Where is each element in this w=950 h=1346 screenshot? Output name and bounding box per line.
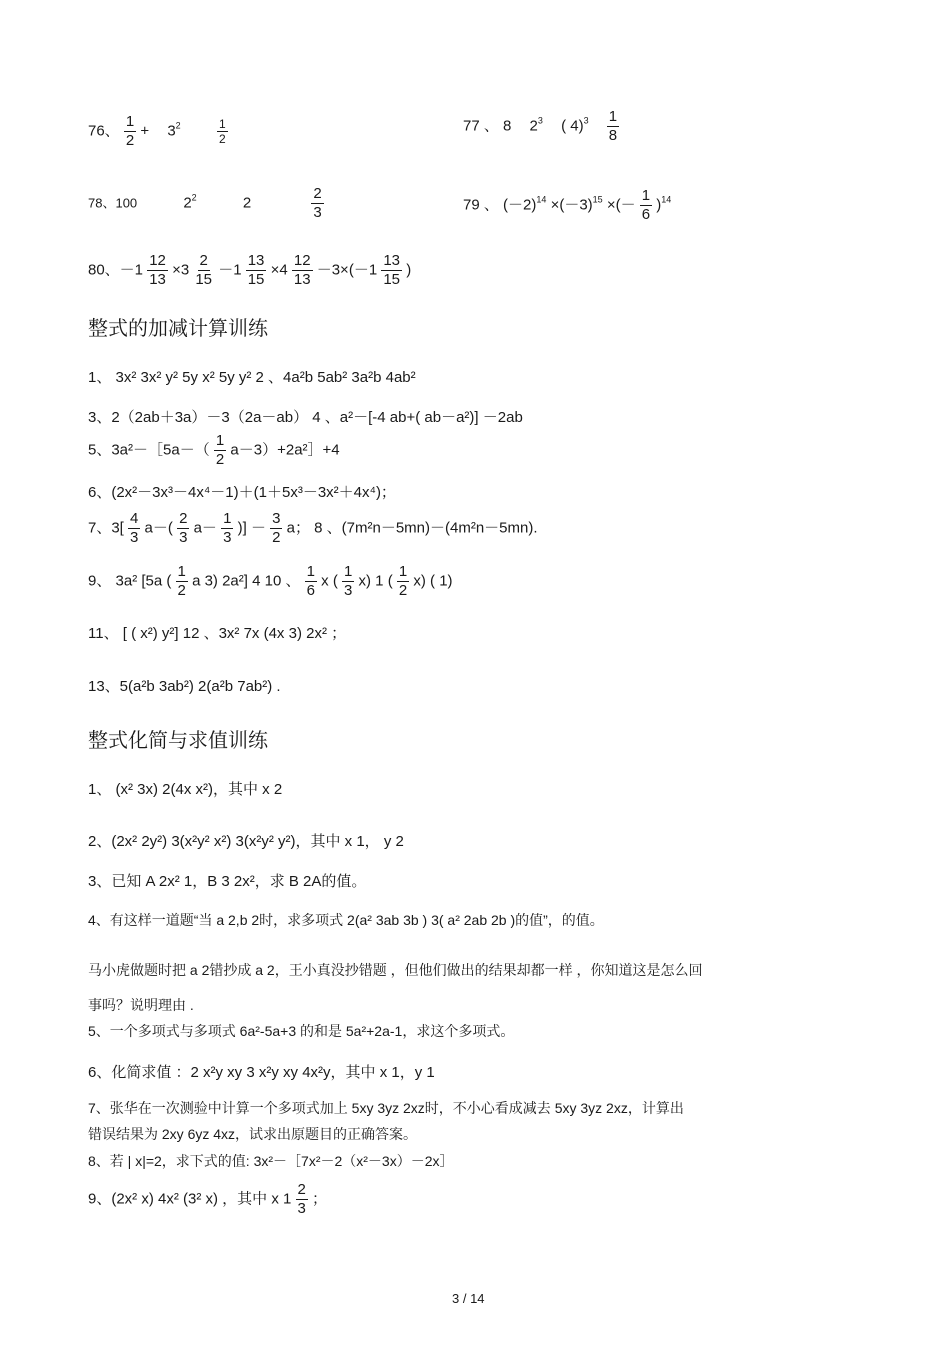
fraction: $\frac{1}{8}$	[608, 108, 618, 144]
question-7-line-2: 错误结果为 2xy 6yz 4xz，试求出原题目的正确答案。	[88, 1126, 418, 1142]
question-5: 5、一个多项式与多项式 6a²-5a+3 的和是 5a²+2a-1，求这个多项式。	[88, 1023, 515, 1039]
fraction: $\frac{1}{6}$	[641, 187, 651, 223]
problem-79: 79 、 $(-2)^{14} \times(-3)^{15}$ ×(－ $\frac{1}{6}$ )$^{14}$	[463, 187, 672, 223]
exercise-row-3: 3、2（2ab＋3a）－3（2a－ab） 4 、a²－[-4 ab+( ab－a²)] －2ab	[88, 409, 523, 426]
fraction: $\frac{1}{2}$	[125, 113, 135, 149]
exercise-row-1: 1、 3x² 3x² y² 5y x² 5y y² 2 、4a²b 5ab² 3a²b 4ab²	[88, 369, 416, 386]
problem-78: 78、100 $2^2$ 2 $\frac{2}{3}$	[88, 185, 322, 221]
question-2: 2、(2x² 2y²) 3(x²y² x²) 3(x²y² y²)，其中 x 1， y 2	[88, 833, 404, 850]
question-4: 4、有这样一道题“当 a 2,b 2时，求多项式 2(a² 3ab 3b ) 3( a² 2ab 2b )的值”，的值。	[88, 912, 604, 928]
question-7: 7、张华在一次测验中计算一个多项式加上 5xy 3yz 2xz时，不小心看成减去 5xy 3yz 2xz，计算出	[88, 1100, 684, 1116]
problem-76: 76、 $\frac{1}{2}$ + $3^2$ $\frac{1}{2}$	[88, 113, 226, 149]
fraction: $\frac{1}{2}$	[219, 117, 226, 146]
question-9: 9、(2x² x) 4x² (3² x) ，其中 x 1 $\frac{2}{3}$ ；	[88, 1181, 328, 1217]
fraction: $\frac{2}{3}$	[313, 185, 322, 221]
problem-77: 77 、 8 $2^3$ ( 4)$^3$ $\frac{1}{8}$	[463, 108, 618, 144]
question-1: 1、 (x² 3x) 2(4x x²)，其中 x 2	[88, 781, 283, 798]
question-4-line-2: 马小虎做题时把 a 2错抄成 a 2，王小真没抄错题 ，但他们做出的结果却都一样 ，你知道这是怎么回	[88, 962, 703, 978]
exercise-row-7: 7、3[ $\frac{4}{3}$ a－( $\frac{2}{3}$ a－ $\frac{1}{3}$ )] － $\frac{3}{2}$ a； 8 、(7m²n－5mn)－(4m²n－5mn).	[88, 510, 538, 546]
exercise-row-13: 13、5(a²b 3ab²) 2(a²b 7ab²) .	[88, 678, 281, 695]
exercise-row-9: 9、 3a² [5a ( $\frac{1}{2}$ a 3) 2a²] 4 10 、 $\frac{1}{6}$ x ( $\frac{1}{3}$ x) 1 ( $\frac{1}{2}$ x) ( 1)	[88, 563, 453, 599]
question-8: 8、若 | x|=2，求下式的值: 3x²－［7x²－2（x²－3x）－2x］	[88, 1153, 454, 1169]
exercise-row-6: 6、(2x²－3x³－4x⁴－1)＋(1＋5x³－3x²＋4x⁴)；	[88, 484, 396, 501]
problem-80: 80、－1 $\frac{12}{13}$ ×3 $\frac{2}{15}$ －1 $\frac{13}{15}$ ×4 $\frac{12}{13}$ －3×(－1 $\frac{13}{15}$ )	[88, 252, 412, 288]
page-number: 3 / 14	[452, 1291, 485, 1306]
exercise-row-5: 5、3a²－［5a－（ $\frac{1}{2}$ a－3）+2a²］+4	[88, 432, 340, 468]
section-title-addition-subtraction: 整式的加减计算训练	[88, 316, 268, 340]
question-3: 3、已知 A 2x² 1，B 3 2x²，求 B 2A的值。	[88, 873, 367, 890]
question-6: 6、化简求值 ：2 x²y xy 3 x²y xy 4x²y，其中 x 1，y 1	[88, 1064, 435, 1081]
section-title-simplify-evaluate: 整式化简与求值训练	[88, 728, 268, 752]
question-4-line-3: 事吗？说明理由 .	[88, 997, 194, 1013]
exercise-row-11: 11、 [ ( x²) y²] 12 、3x² 7x (4x 3) 2x² ；	[88, 625, 347, 642]
